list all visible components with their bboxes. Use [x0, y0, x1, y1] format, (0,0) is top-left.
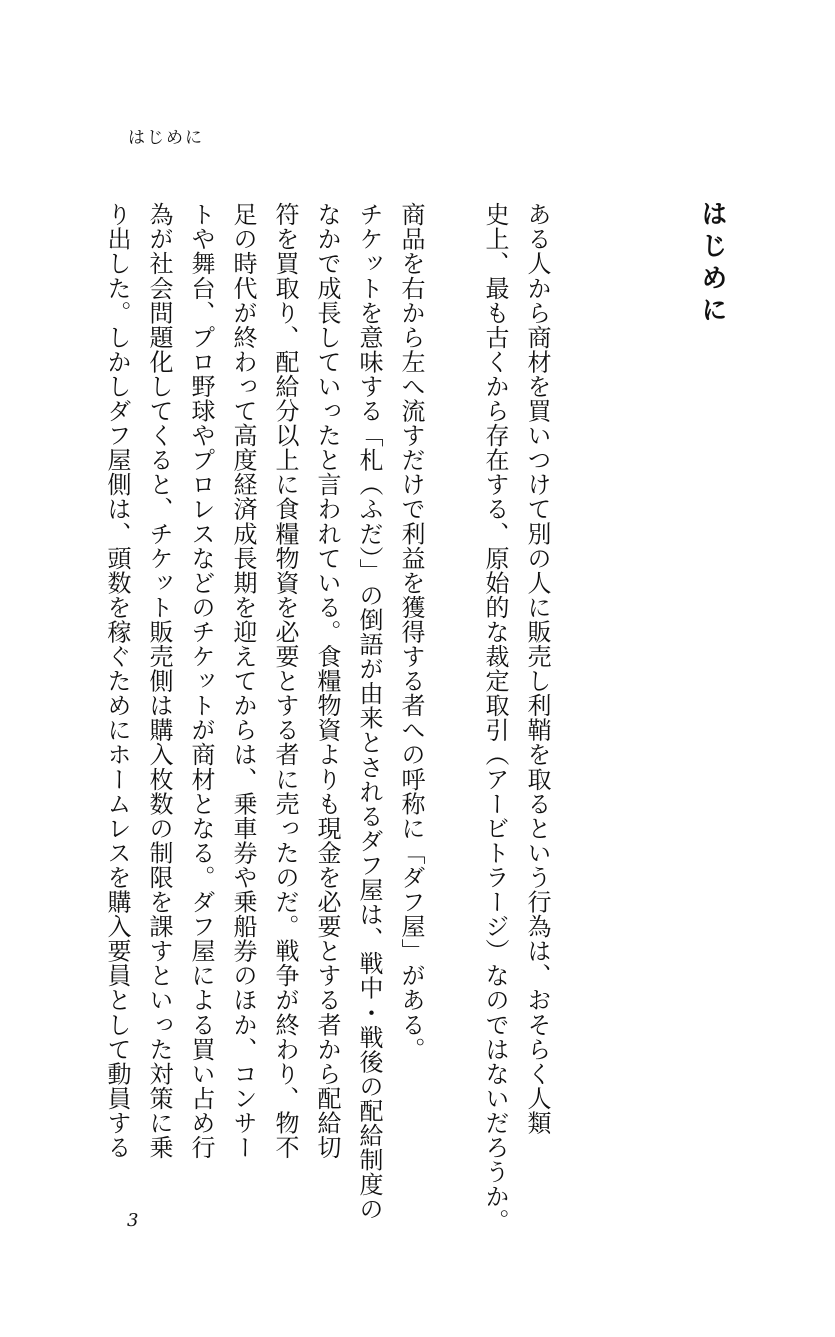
- page-number: 3: [127, 1210, 139, 1231]
- text-column-8: トや舞台、プロ野球やプロレスなどのチケットが商材となる。ダフ屋による買い占め行: [187, 202, 215, 1160]
- chapter-title: はじめに: [697, 200, 727, 328]
- text-column-6: 符を買取り、配給分以上に食糧物資を必要とする者に売ったのだ。戦争が終わり、物不: [271, 202, 299, 1160]
- text-column-4: チケットを意味する「札（ふだ）」の倒語が由来とされるダフ屋は、戦中・戦後の配給制度の: [355, 202, 383, 1222]
- text-column-7: 足の時代が終わって高度経済成長期を迎えてからは、乗車券や乗船券のほか、コンサー: [229, 202, 257, 1160]
- text-column-10: り出した。しかしダフ屋側は、頭数を稼ぐためにホームレスを購入要員として動員する: [103, 202, 131, 1160]
- text-column-3: 商品を右から左へ流すだけで利益を獲得する者への呼称に「ダフ屋」がある。: [397, 202, 425, 1062]
- text-column-5: なかで成長していったと言われている。食糧物資よりも現金を必要とする者から配給切: [313, 202, 341, 1160]
- text-column-9: 為が社会問題化してくると、チケット販売側は購入枚数の制限を課すといった対策に乗: [145, 202, 173, 1160]
- text-column-1: ある人から商材を買いつけて別の人に販売し利鞘を取るという行為は、おそらく人類: [523, 202, 551, 1135]
- text-column-2: 史上、最も古くから存在する、原始的な裁定取引（アービトラージ）なのではないだろうか。: [481, 202, 509, 1234]
- running-head: はじめに: [128, 128, 204, 148]
